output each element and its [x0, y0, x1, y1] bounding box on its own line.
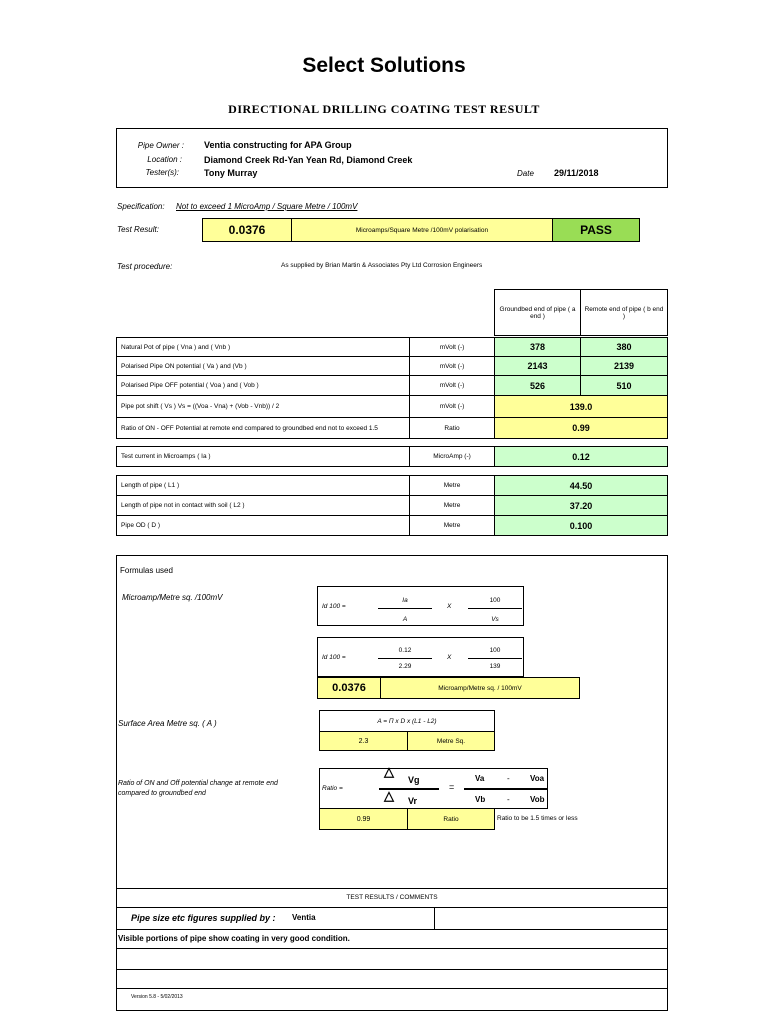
procedure-label: Test procedure: [117, 262, 173, 271]
col-header-b-end: Remote end of pipe ( b end ) [580, 289, 668, 336]
row-unit: Metre [409, 495, 495, 516]
delta-icon: △ [384, 788, 394, 803]
divider [116, 929, 668, 930]
pass-badge: PASS [552, 218, 640, 242]
spec-value: Not to exceed 1 MicroAmp / Square Metre / 100mV [176, 202, 358, 211]
formula-id100-values [317, 637, 524, 677]
equals-symbol: = [449, 782, 455, 792]
formula-result-value: 0.0376 [317, 677, 381, 699]
minus-symbol: - [507, 774, 510, 783]
result-value: 0.0376 [202, 218, 292, 242]
report-title: DIRECTIONAL DRILLING COATING TEST RESULT [228, 102, 540, 116]
vb-symbol: Vb [475, 795, 486, 804]
tester-label: Tester(s): [145, 168, 179, 177]
supplied-by-label: Pipe size etc figures supplied by : [131, 913, 276, 923]
comments-header: TEST RESULTS / COMMENTS [346, 894, 438, 901]
formulas-title: Formulas used [120, 566, 173, 575]
hundred-symbol: 100 [489, 597, 501, 604]
ia-value: 0.12 [398, 647, 412, 654]
id100-label: Id 100 = [322, 654, 346, 661]
ratio-eq-label: Ratio = [322, 785, 343, 792]
ratio-label: Ratio of ON and Off potential change at remote end compared to groundbed end [118, 780, 278, 797]
tester-value: Tony Murray [204, 168, 258, 178]
procedure-value: As supplied by Brian Martin & Associates Pty Ltd Corrosion Engineers [281, 262, 483, 269]
divider [116, 969, 668, 970]
row-unit: mVolt (-) [409, 395, 495, 418]
col-header-a-end: Groundbed end of pipe ( a end ) [494, 289, 581, 336]
vr-symbol: Vr [408, 796, 418, 806]
comment-line: Visible portions of pipe show coating in very good condition. [118, 934, 350, 943]
row-unit: Metre [409, 515, 495, 536]
row-label: Pipe pot shift ( Vs ) Vs = ((Voa - Vna) + (Vob - Vnb)) / 2 [116, 395, 410, 418]
row-label: Length of pipe ( L1 ) [116, 475, 410, 496]
row-value-a: 526 [494, 375, 581, 396]
surface-area-label: Surface Area Metre sq. ( A ) [118, 719, 217, 728]
location-value: Diamond Creek Rd-Yan Yean Rd, Diamond Creek [204, 155, 413, 165]
id100-label: Id 100 = [322, 603, 346, 610]
date-label: Date [517, 169, 534, 178]
ratio-unit: Ratio [407, 808, 495, 830]
a-value: 2.29 [398, 663, 412, 670]
fraction-line [468, 658, 522, 659]
va-symbol: Va [475, 774, 485, 783]
owner-label: Pipe Owner : [137, 141, 184, 150]
row-label: Length of pipe not in contact with soil ( L2 ) [116, 495, 410, 516]
ratio-value: 0.99 [319, 808, 408, 830]
row-label: Pipe OD ( D ) [116, 515, 410, 536]
row-label: Natural Pot of pipe ( Vna ) and ( Vnb ) [116, 337, 410, 357]
row-value-a: 378 [494, 337, 581, 357]
area-value: 2.3 [319, 731, 408, 751]
row-label: Ratio of ON - OFF Potential at remote end compared to groundbed end not to exceed 1.5 [116, 417, 410, 439]
a-symbol: A [402, 616, 408, 623]
vg-symbol: Vg [408, 775, 420, 785]
result-label: Test Result: [117, 225, 159, 234]
row-value: 0.100 [494, 515, 668, 536]
row-label: Polarised Pipe OFF potential ( Voa ) and ( Vob ) [116, 375, 410, 396]
divider [116, 948, 668, 949]
ratio-note: Ratio to be 1.5 times or less [497, 815, 578, 822]
date-value: 29/11/2018 [554, 168, 599, 178]
row-label: Polarised Pipe ON potential ( Va ) and (Vb ) [116, 356, 410, 376]
spec-label: Specification: [117, 202, 165, 211]
fraction-line [378, 608, 432, 609]
divider [116, 888, 668, 889]
voa-symbol: Voa [530, 774, 545, 783]
owner-value: Ventia constructing for APA Group [204, 140, 352, 150]
row-value: 139.0 [494, 395, 668, 418]
delta-icon: △ [384, 764, 394, 779]
area-formula: A = Π x D x (L1 - L2) [319, 710, 495, 732]
row-unit: mVolt (-) [409, 375, 495, 396]
area-unit: Metre Sq. [407, 731, 495, 751]
fraction-line [468, 608, 522, 609]
divider [116, 988, 668, 989]
row-value: 37.20 [494, 495, 668, 516]
row-value-b: 510 [580, 375, 668, 396]
row-value-b: 2139 [580, 356, 668, 376]
row-unit: Metre [409, 475, 495, 496]
fraction-line [464, 788, 548, 790]
vs-value: 139 [489, 663, 501, 670]
microamp-label: Microamp/Metre sq. /100mV [122, 593, 223, 602]
row-value: 44.50 [494, 475, 668, 496]
divider [116, 907, 668, 908]
multiply-symbol: X [447, 654, 452, 661]
formula-result-unit: Microamp/Metre sq. / 100mV [380, 677, 580, 699]
ia-symbol: Ia [402, 597, 408, 604]
row-unit: mVolt (-) [409, 356, 495, 376]
row-value: 0.99 [494, 417, 668, 439]
version-text: Version 5.8 - 5/02/2013 [131, 994, 183, 1000]
vs-symbol: Vs [491, 616, 499, 623]
vob-symbol: Vob [530, 795, 545, 804]
multiply-symbol: X [447, 603, 452, 610]
location-label: Location : [147, 155, 182, 164]
row-value-b: 380 [580, 337, 668, 357]
divider [434, 907, 435, 929]
row-unit: Ratio [409, 417, 495, 439]
minus-symbol: - [507, 795, 510, 804]
result-unit: Microamps/Square Metre /100mV polarisation [291, 218, 553, 242]
fraction-line [378, 658, 432, 659]
company-title: Select Solutions [302, 54, 466, 77]
row-unit: MicroAmp (-) [409, 446, 495, 467]
row-label: Test current in Microamps ( Ia ) [116, 446, 410, 467]
hundred-value: 100 [489, 647, 501, 654]
row-unit: mVolt (-) [409, 337, 495, 357]
row-value-a: 2143 [494, 356, 581, 376]
supplied-by-value: Ventia [292, 913, 316, 922]
row-value: 0.12 [494, 446, 668, 467]
